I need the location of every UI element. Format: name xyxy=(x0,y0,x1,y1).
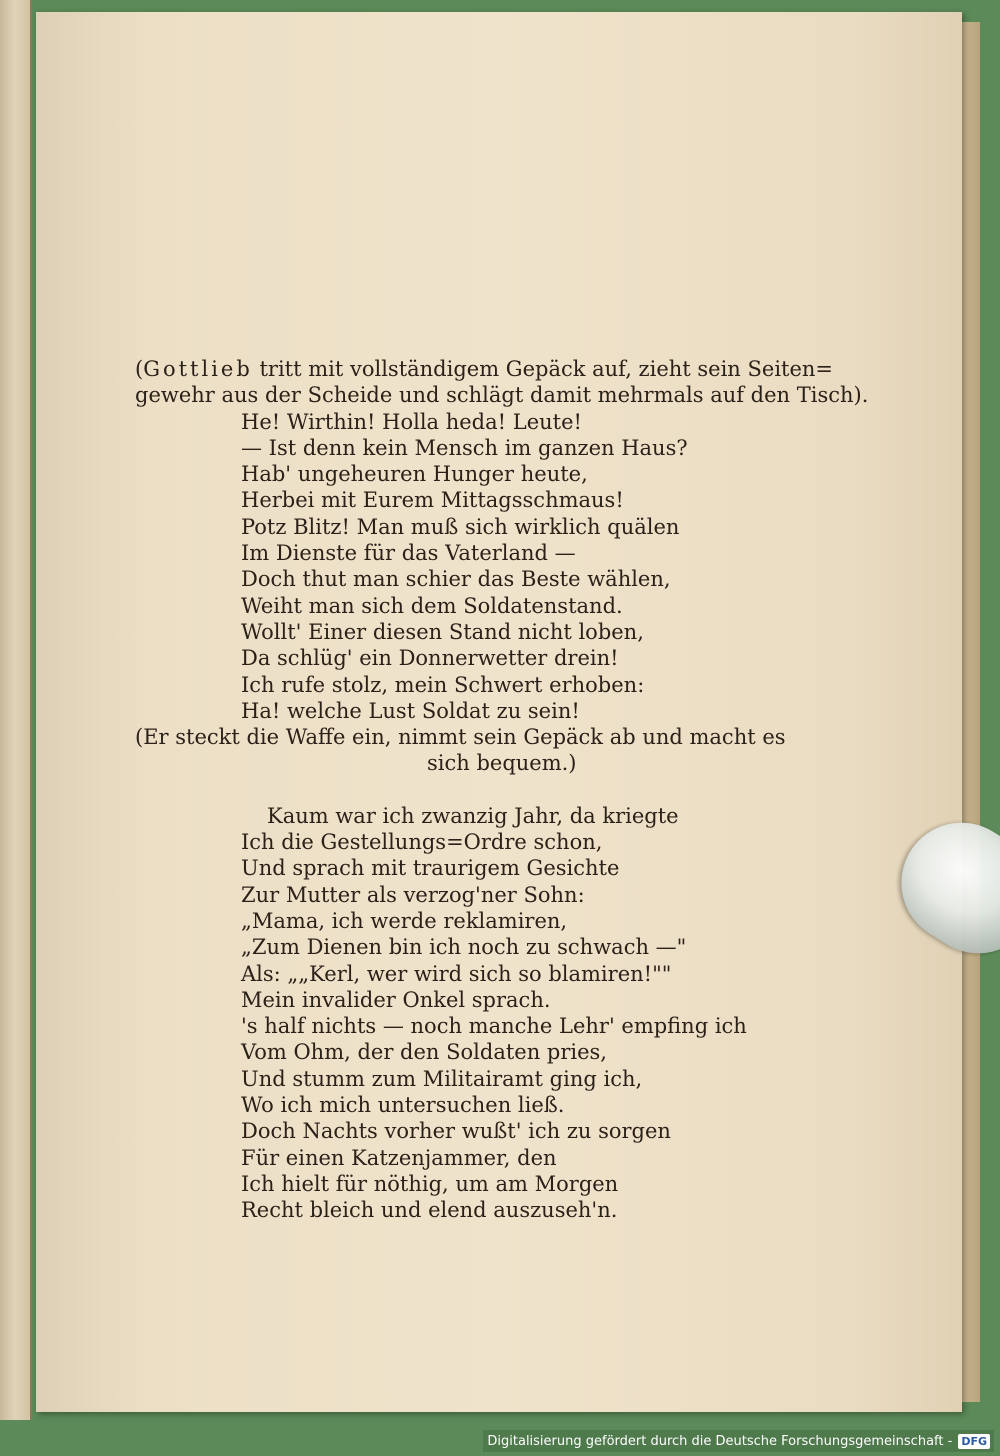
stage-direction-line xyxy=(135,356,855,382)
stage-direction-line: sich bequem.) xyxy=(427,751,577,776)
verse-line: Und sprach mit traurigem Gesichte xyxy=(241,856,620,881)
verse-stanza-1 xyxy=(135,409,855,725)
verse-line: 's half nichts — noch manche Lehr' empfing ich xyxy=(241,1014,747,1039)
verse-stanza-2 xyxy=(135,829,855,1223)
verse-line: Wollt' Einer diesen Stand nicht loben, xyxy=(241,619,644,644)
verse-line: Recht bleich und elend auszuseh'n. xyxy=(241,1198,618,1223)
stage-direction-line: gewehr aus der Scheide und schlägt damit mehrmals auf den Tisch). xyxy=(135,383,869,408)
stage-direction-text: tritt mit vollständigem Gepäck auf, zieht sein Seiten= xyxy=(252,357,834,381)
verse-line: — Ist denn kein Mensch im ganzen Haus? xyxy=(241,435,688,460)
speaker-name: Gottlieb xyxy=(143,357,253,381)
bracket: ( xyxy=(135,357,144,381)
verse-line: Und stumm zum Militairamt ging ich, xyxy=(241,1066,643,1091)
verse-line: „Mama, ich werde reklamiren, xyxy=(241,908,568,933)
verse-line: He! Wirthin! Holla heda! Leute! xyxy=(241,409,582,434)
verse-line: Mein invalider Onkel sprach. xyxy=(241,987,551,1012)
verse-line: Ich rufe stolz, mein Schwert erhoben: xyxy=(241,672,645,697)
verse-line: Weiht man sich dem Soldatenstand. xyxy=(241,593,623,618)
verse-line: Potz Blitz! Man muß sich wirklich quälen xyxy=(241,514,680,539)
previous-page-edge xyxy=(0,0,32,1420)
verse-line: Vom Ohm, der den Soldaten pries, xyxy=(241,1040,607,1065)
verse-line: Wo ich mich untersuchen ließ. xyxy=(241,1093,565,1118)
verse-line: Kaum war ich zwanzig Jahr, da kriegte xyxy=(267,803,679,828)
verse-line: Im Dienste für das Vaterland — xyxy=(241,541,576,566)
dfg-logo: DFG xyxy=(958,1434,990,1449)
verse-line: „Zum Dienen bin ich noch zu schwach —" xyxy=(241,935,687,960)
verse-line: Doch Nachts vorher wußt' ich zu sorgen xyxy=(241,1119,671,1144)
verse-line: Da schlüg' ein Donnerwetter drein! xyxy=(241,646,619,671)
verse-line: Ich hielt für nöthig, um am Morgen xyxy=(241,1171,619,1196)
verse-line: Ha! welche Lust Soldat zu sein! xyxy=(241,698,580,723)
verse-line: Zur Mutter als verzog'ner Sohn: xyxy=(241,882,585,907)
page-text xyxy=(135,356,869,1224)
verse-line: Doch thut man schier das Beste wählen, xyxy=(241,567,671,592)
verse-line: Ich die Gestellungs=Ordre schon, xyxy=(241,830,603,855)
footer-credit-text: Digitalisierung gefördert durch die Deutsche Forschungsgemeinschaft - xyxy=(487,1433,953,1449)
verse-line: Hab' ungeheuren Hunger heute, xyxy=(241,462,588,487)
verse-line: Als: „„Kerl, wer wird sich so blamiren!"" xyxy=(241,961,672,986)
verse-line: Für einen Katzenjammer, den xyxy=(241,1145,557,1170)
stanza-gap xyxy=(135,777,855,803)
verse-line: Herbei mit Eurem Mittagsschmaus! xyxy=(241,488,624,513)
page-stack-edge xyxy=(962,22,980,1402)
footer-credit xyxy=(483,1430,994,1452)
stage-direction-line: (Er steckt die Waffe ein, nimmt sein Gepäck ab und macht es xyxy=(135,725,786,750)
